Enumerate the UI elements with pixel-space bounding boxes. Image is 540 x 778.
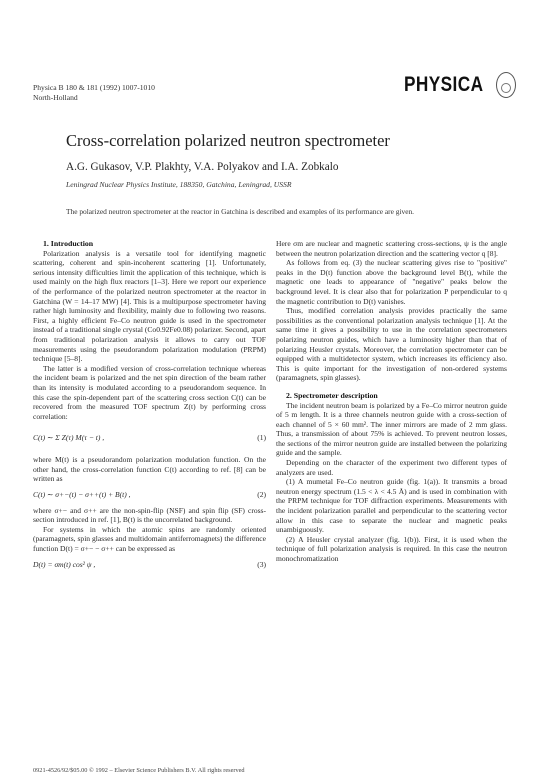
paragraph: Polarization analysis is a versatile tool for identifying magnetic scattering, coherent and spin-incoherent scattering [1]. Unfortunately, serious intensity difficulties limit the application of this technique, which is used mainly on the high flux reactors [1–3]. Here we report our experience of the performance of the polarized neutron spectrometer at the reactor in Gatchina (W = 14–17 MW) [4]. This is a multipurpose spectrometer having rather high luminosity and flexibility, mainly due to following two reasons. First, a highly efficient Fe–Co neutron guide is used in the spectrometer instead of a traditional single crystal (Co0.92Fe0.08) polarizer. Second, apart from traditional polarization analysis it allows to carry out TOF measurements using the pseudorandom polarization modulation (PRPM) technique [5–8]. [33,248,266,364]
equation-2-number: (2) [257,490,266,500]
equation-3-body: D(t) = σm(t) cos² ψ , [33,559,96,569]
journal-header [33,83,155,103]
paper-title: Cross-correlation polarized neutron spectrometer [66,131,390,150]
paragraph: The latter is a modified version of cross-correlation technique whereas the incident beam is polarized and the net spin direction of the beam rather than its intensity is modulated according to a pseudorandom sequence. In this case the spin-dependent part of the scattering cross section C(t) can be recovered from the measured TOF spectrum Z(t) by performing cross correlation: [33,363,266,421]
right-column [276,239,507,564]
equation-1 [33,427,266,449]
paragraph: (1) A mumetal Fe–Co neutron guide (fig. 1(a)). It transmits a broad neutron energy spectrum (1.5 < λ < 4.5 Å) and is used in combination with the PRPM technique for TOF diffraction experiments. Measurements with the incident polarization parallel and perpendicular to the scattering vector allow in this case to separate the nuclear and magnetic peaks unambiguously. [276,477,507,535]
paragraph: The incident neutron beam is polarized by a Fe–Co mirror neutron guide of 5 m length. It is a three channels neutron guide with a cross-section of each channel of 5 × 60 mm². The inner mirrors are made of 2 mm glass. Thus, a transmission of about 75% is achieved. To prevent neutron losses, the sections of the mirror neutron guide are installed between the polarizing guide and the sample. [276,400,507,458]
equation-3-number: (3) [257,559,266,569]
equation-1-number: (1) [257,433,266,443]
equation-2-body: C(t) ∼ σ+−(t) − σ++(t) + B(t) , [33,490,131,500]
section-heading-introduction: 1. Introduction [43,239,94,248]
paragraph: Depending on the character of the experiment two different types of analyzers are used. [276,458,507,477]
paragraph: For systems in which the atomic spins are randomly oriented (paramagnets, spin glasses and multidomain antiferromagnets) the difference function D(t) = σ+− − σ++ can be expressed as [33,524,266,554]
section-heading-spectrometer: 2. Spectrometer description [286,390,378,400]
paragraph: Here σm are nuclear and magnetic scattering cross-sections, ψ is the angle between the neutron polarization direction and the scattering vector q [8]. [276,239,507,258]
logo-emblem-icon [496,72,516,98]
equation-3 [33,560,266,570]
paragraph: (2) A Heusler crystal analyzer (fig. 1(b)). First, it is used when the technique of full polarization analysis is required. In this case the neutron monochromatization [276,534,507,563]
paper-authors: A.G. Gukasov, V.P. Plakhty, V.A. Polyakov and I.A. Zobkalo [66,161,339,173]
paragraph: where σ+− and σ++ are the non-spin-flip (NSF) and spin flip (SF) cross-section introduced in ref. [1], B(t) is the uncorrelated background. [33,505,266,525]
paper-affiliation: Leningrad Nuclear Physics Institute, 188350, Gatchina, Leningrad, USSR [66,180,292,189]
copyright-footer: 0921-4526/92/$05.00 © 1992 – Elsevier Science Publishers B.V. All rights reserved [33,767,245,774]
equation-2 [33,490,266,500]
paragraph: As follows from eq. (3) the nuclear scattering gives rise to "positive" peaks in the D(t) function above the background level B(t), while the magnetic one leads to appearance of "negative" peaks below the background level. It is clear also that for polarization P perpendicular to q the magnetic contribution to D(t) vanishes. [276,258,507,306]
paper-abstract: The polarized neutron spectrometer at the reactor in Gatchina is described and examples of its performance are given. [66,207,415,216]
journal-citation: Physica B 180 & 181 (1992) 1007-1010 [33,83,155,92]
equation-1-body: C(t) ∼ Σ Z(τ) M(τ − t) , [33,433,105,443]
journal-logo-text: PHYSICA [404,73,484,96]
journal-logo [404,70,501,97]
left-column [33,239,266,575]
paragraph: Thus, modified correlation analysis provides practically the same possibilities as the conventional polarization analysis technique [1]. At the same time it gives a possibility to use in the correlation spectrometers polarizing neutron guides, which have a luminosity higher than that of polarizing Heusler crystals. Moreover, the correlation spectrometer can be equipped with a multidetector system, which increases its efficiency also. This is quite important for the investigation of non-ordered systems (paramagnets, spin glasses). [276,306,507,383]
publisher-name: North-Holland [33,93,78,102]
paragraph: where M(t) is a pseudorandom polarization modulation function. On the other hand, the cross-correlation function C(t) according to ref. [8] can be written as [33,455,266,484]
